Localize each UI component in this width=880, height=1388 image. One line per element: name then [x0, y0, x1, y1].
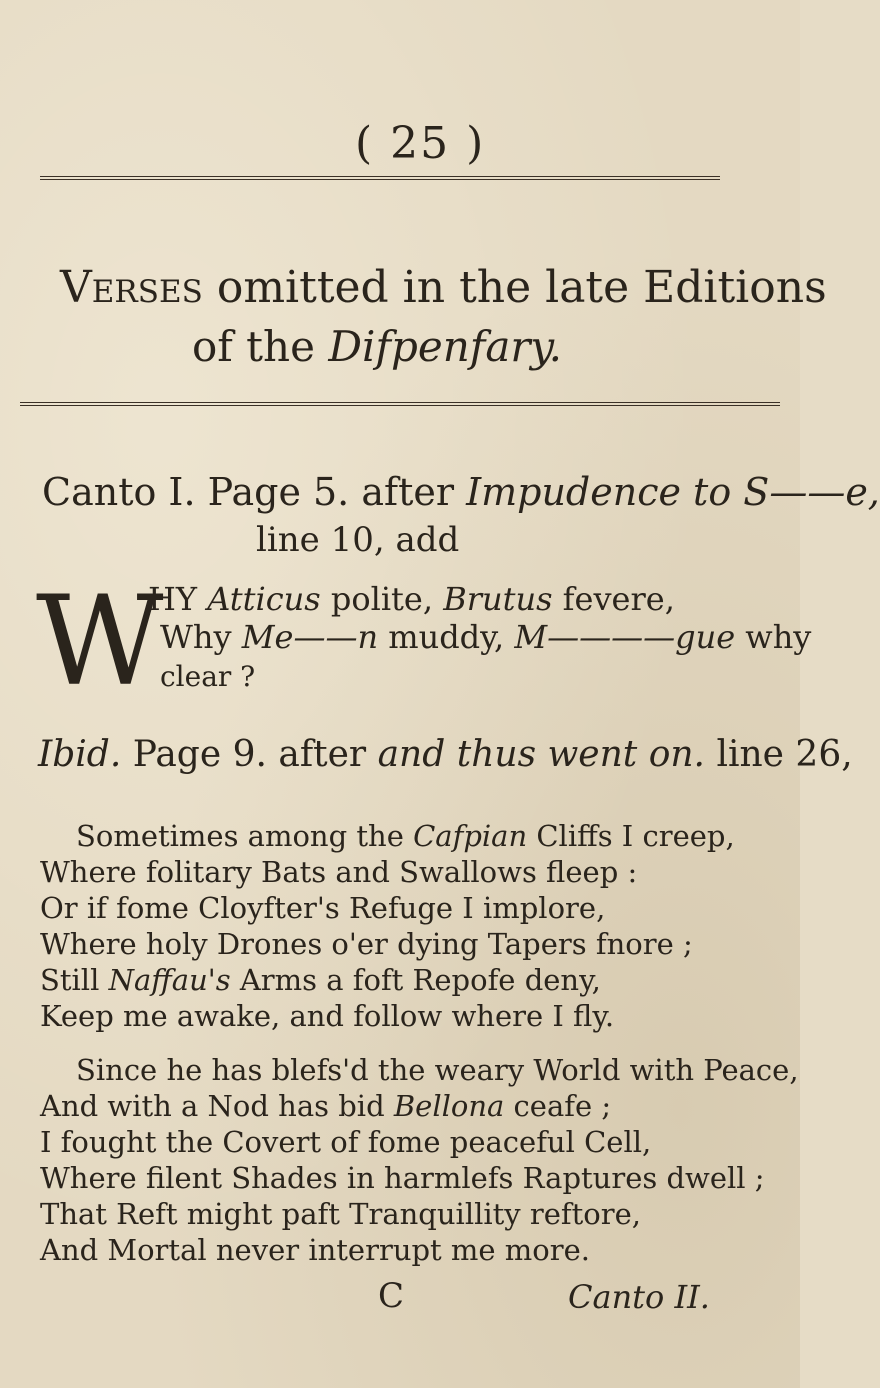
ibid-text: Page 9. after [121, 734, 378, 775]
verse-text: Why [160, 618, 242, 656]
line-italic: Cafpian [413, 819, 528, 853]
title-small-caps: Verses [60, 262, 203, 313]
line-text: And with a Nod has bid [40, 1089, 394, 1123]
canto1-heading-italic: Impudence to S——e, [466, 470, 880, 514]
stanza-line: Where folitary Bats and Swallows fleep : [40, 855, 638, 889]
stanza-2 [40, 1052, 799, 1268]
verse-line [160, 618, 811, 656]
line-italic: Bellona [393, 1089, 505, 1123]
header-rule [40, 176, 720, 180]
signature-mark: C [378, 1276, 405, 1316]
stanza-line: Where holy Drones o'er dying Tapers fnore ; [40, 927, 693, 961]
verse-line: clear ? [160, 660, 256, 693]
line-text: Still [40, 963, 109, 997]
verse-text: muddy, [378, 618, 515, 656]
line-text: Sometimes among the [76, 819, 414, 853]
canto1-heading-line2: line 10, add [256, 520, 460, 560]
stanza-line: And Mortal never interrupt me more. [40, 1233, 591, 1267]
verse-text: polite, [320, 580, 444, 618]
stanza-line: I fought the Covert of fome peaceful Cell, [40, 1125, 652, 1159]
ibid-italic: Ibid. [38, 734, 122, 775]
line-text: Cliffs I creep, [527, 819, 735, 853]
stanza-line: That Reft might paft Tranquillity reftore, [40, 1197, 642, 1231]
stanza-line [40, 962, 735, 998]
ibid-text: line 26, [705, 734, 853, 775]
stanza-line: Where filent Shades in harmlefs Raptures dwell ; [40, 1161, 765, 1195]
title-line2-pre: of the [192, 322, 329, 371]
stanza-line: Or if fome Cloyfter's Refuge I implore, [40, 891, 606, 925]
title-rule [20, 402, 780, 406]
title-line-1 [60, 262, 827, 313]
drop-cap: W [36, 570, 164, 714]
canto1-heading [42, 470, 880, 514]
verse-italic: Me——n [241, 618, 379, 656]
verse-line [148, 580, 675, 618]
verse-text: HY [148, 580, 208, 618]
line-text: Arms a foft Repofe deny, [230, 963, 601, 997]
stanza-line [40, 1088, 799, 1124]
stanza-line: Keep me awake, and follow where I fly. [40, 999, 615, 1033]
verse-italic: Brutus [443, 580, 553, 618]
title-line2-italic: Difpenfary. [328, 322, 562, 371]
verse-italic: Atticus [207, 580, 321, 618]
title-rest: omitted in the late Editions [202, 262, 827, 313]
verse-text: why [735, 618, 812, 656]
verse-italic: M————gue [514, 618, 736, 656]
stanza-line [40, 818, 735, 854]
ibid-italic: and thus went on. [377, 734, 706, 775]
line-text: ceafe ; [504, 1089, 612, 1123]
canto1-heading-pre: Canto I. Page 5. after [42, 470, 467, 514]
catchword: Canto II. [568, 1278, 710, 1316]
page-number: ( 25 ) [355, 118, 486, 169]
verse-text: fevere, [552, 580, 675, 618]
stanza-line: Since he has blefs'd the weary World with Peace, [76, 1053, 799, 1087]
ibid-heading [38, 734, 853, 775]
title-line-2 [192, 322, 562, 371]
line-italic: Naffau's [108, 963, 231, 997]
stanza-1 [40, 818, 735, 1034]
